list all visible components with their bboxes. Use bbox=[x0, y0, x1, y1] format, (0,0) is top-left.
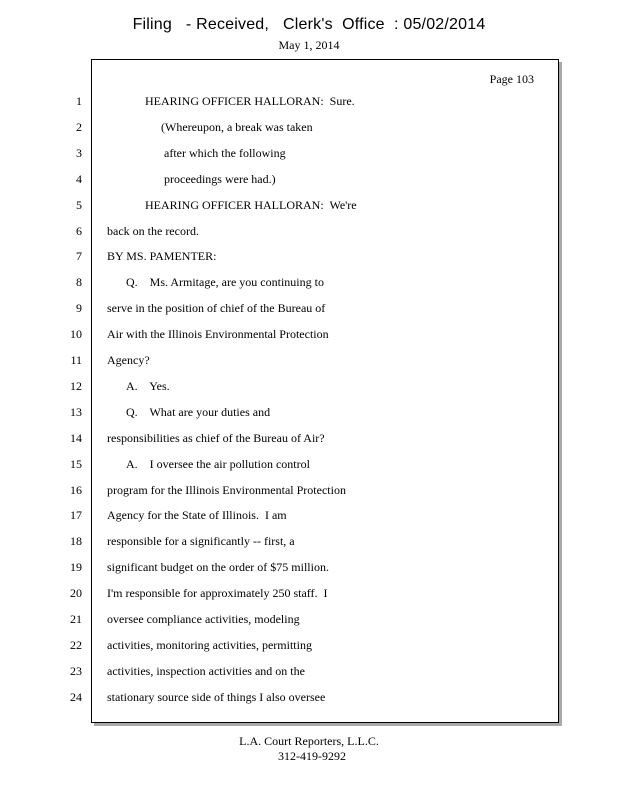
hearing-date: May 1, 2014 bbox=[278, 38, 340, 52]
transcript-line: Q. Ms. Armitage, are you continuing to bbox=[126, 275, 324, 290]
line-number: 3 bbox=[76, 145, 82, 160]
line-number: 16 bbox=[70, 482, 82, 497]
transcript-line: serve in the position of chief of the Bureau of bbox=[107, 301, 326, 316]
line-number: 9 bbox=[76, 301, 82, 316]
transcript-line: back on the record. bbox=[107, 223, 199, 238]
line-number: 24 bbox=[70, 689, 82, 704]
line-number: 17 bbox=[70, 508, 82, 523]
line-number: 4 bbox=[76, 171, 82, 186]
transcript-line: after which the following bbox=[164, 145, 286, 160]
transcript-line: Agency? bbox=[107, 353, 150, 367]
transcript-line: oversee compliance activities, modeling bbox=[107, 612, 300, 626]
line-number: 2 bbox=[76, 119, 82, 134]
reporter-company: L.A. Court Reporters, L.L.C. bbox=[239, 734, 379, 748]
transcript-line: responsibilities as chief of the Bureau of Air? bbox=[107, 430, 325, 445]
transcript-line: (Whereupon, a break was taken bbox=[161, 119, 313, 134]
line-number: 12 bbox=[70, 378, 82, 393]
page-number: Page 103 bbox=[489, 72, 534, 86]
line-number: 8 bbox=[76, 275, 82, 290]
line-number: 1 bbox=[76, 94, 82, 108]
line-number: 19 bbox=[70, 560, 82, 575]
transcript-line: I'm responsible for approximately 250 staff. I bbox=[107, 586, 328, 601]
filing-stamp: Filing - Received, Clerk's Office : 05/02/2014 bbox=[132, 16, 486, 33]
transcript-line: responsible for a significantly -- first, a bbox=[107, 534, 295, 549]
transcript-line: program for the Illinois Environmental Protection bbox=[107, 482, 346, 497]
line-number: 7 bbox=[76, 249, 82, 264]
transcript-line: A. Yes. bbox=[126, 378, 170, 393]
line-number: 15 bbox=[70, 456, 82, 471]
transcript-line: HEARING OFFICER HALLORAN: We're bbox=[145, 197, 357, 212]
line-number: 20 bbox=[70, 586, 82, 601]
transcript-line: stationary source side of things I also oversee bbox=[107, 689, 326, 704]
line-number: 5 bbox=[76, 197, 82, 212]
transcript-line: activities, monitoring activities, permitting bbox=[107, 637, 312, 652]
line-number: 14 bbox=[70, 430, 82, 445]
transcript-line: Agency for the State of Illinois. I am bbox=[107, 508, 287, 523]
transcript-line: significant budget on the order of $75 million. bbox=[107, 560, 329, 575]
line-number: 6 bbox=[76, 223, 82, 238]
line-number: 21 bbox=[70, 612, 82, 626]
transcript-line: HEARING OFFICER HALLORAN: Sure. bbox=[145, 94, 355, 108]
transcript-line: Air with the Illinois Environmental Protection bbox=[107, 327, 329, 342]
line-number: 11 bbox=[70, 353, 82, 367]
line-number: 22 bbox=[70, 637, 82, 652]
line-number: 23 bbox=[70, 663, 82, 678]
transcript-line: Q. What are your duties and bbox=[126, 404, 271, 419]
reporter-phone: 312-419-9292 bbox=[278, 749, 346, 763]
line-number: 18 bbox=[70, 534, 82, 549]
line-number: 10 bbox=[70, 327, 82, 342]
transcript-line: activities, inspection activities and on the bbox=[107, 663, 305, 678]
transcript-line: proceedings were had.) bbox=[164, 171, 276, 186]
transcript-line: BY MS. PAMENTER: bbox=[107, 249, 217, 264]
transcript-line: A. I oversee the air pollution control bbox=[126, 456, 310, 471]
line-number: 13 bbox=[70, 404, 82, 419]
